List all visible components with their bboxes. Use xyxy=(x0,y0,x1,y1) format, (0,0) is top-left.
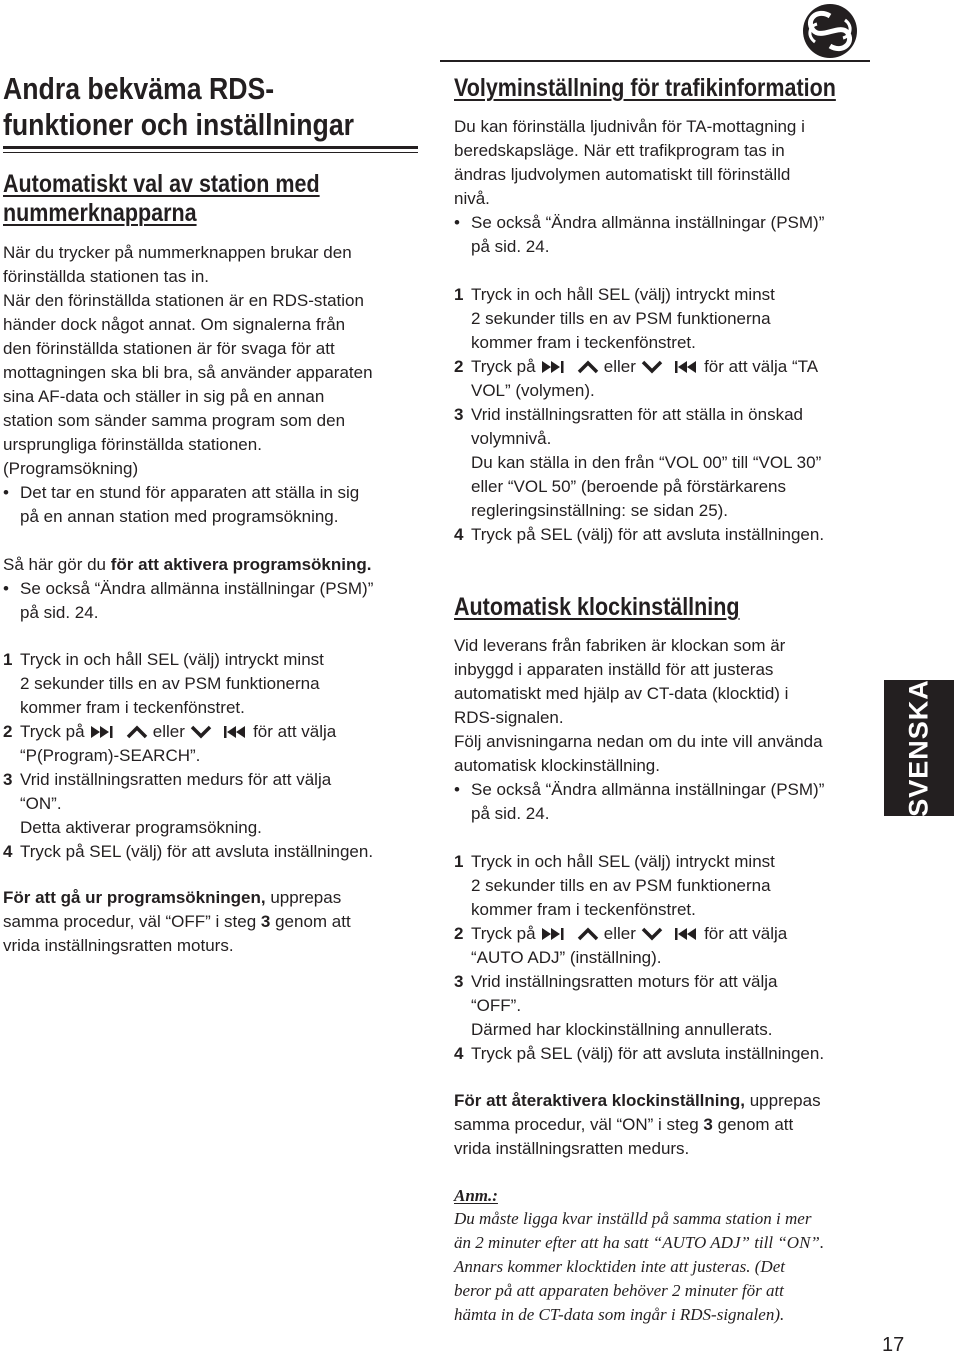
exit-step-number: 3 xyxy=(260,912,271,931)
reactivate-text: samma procedur, väl “ON” i steg xyxy=(454,1115,704,1134)
step-number: 2 xyxy=(454,924,464,943)
bullet-line: Se också “Ändra allmänna inställningar (PSM)” xyxy=(471,780,825,799)
step-1 xyxy=(454,850,824,922)
previous-track-icon xyxy=(667,360,699,374)
activate-line xyxy=(3,553,373,577)
step-line: “P(Program)-SEARCH”. xyxy=(20,746,201,765)
note-line: hämta in de CT-data som ingår i RDS-signalen). xyxy=(454,1305,785,1324)
chevron-down-icon xyxy=(641,360,663,374)
section-heading-clock: Automatisk klockinställning xyxy=(454,593,740,621)
step-line: VOL” (volymen). xyxy=(471,381,595,400)
step-text: Tryck på xyxy=(20,722,85,741)
step-text: Tryck på xyxy=(471,357,536,376)
body-line: Du kan förinställa ljudnivån för TA-mottagning i xyxy=(454,117,805,136)
bullet-dot: • xyxy=(454,213,460,232)
reactivate-block xyxy=(454,1089,821,1161)
previous-track-icon xyxy=(667,927,699,941)
step-number: 4 xyxy=(454,1044,464,1063)
exit-line xyxy=(3,910,351,934)
language-tab-label: SVENSKA xyxy=(903,679,934,817)
body-line: ändras ljudvolymen automatiskt till förinställd xyxy=(454,165,791,184)
step-line: Tryck in och håll SEL (välj) intryckt minst xyxy=(471,285,775,304)
step-line: Därmed har klockinställning annullerats. xyxy=(471,1020,773,1039)
step-number: 4 xyxy=(454,525,464,544)
step-number: 2 xyxy=(454,357,464,376)
note-block xyxy=(454,1185,824,1327)
step-2 xyxy=(3,720,373,768)
step-line xyxy=(20,720,373,744)
body-line: (Programsökning) xyxy=(3,459,139,478)
step-number: 4 xyxy=(3,842,13,861)
bullet-line: på en annan station med programsökning. xyxy=(20,507,339,526)
bullet-item xyxy=(454,778,824,826)
body-line: Följ anvisningarna nedan om du inte vill använda xyxy=(454,732,823,751)
step-line: Tryck på SEL (välj) för att avsluta inställningen. xyxy=(20,842,374,861)
body-line: automatisk klockinställning. xyxy=(454,756,660,775)
body-line: RDS-signalen. xyxy=(454,708,564,727)
note-heading: Anm.: xyxy=(454,1186,498,1205)
bullet-line: på sid. 24. xyxy=(20,603,99,622)
bullet-line: på sid. 24. xyxy=(471,804,550,823)
bullet-dot: • xyxy=(3,579,9,598)
step-text: för att välja xyxy=(253,722,337,741)
step-text: för att välja xyxy=(704,924,788,943)
body-line: station som sänder samma program som den xyxy=(3,411,346,430)
reactivate-line xyxy=(454,1113,821,1137)
section-heading-volume: Volyminställning för trafikinformation xyxy=(454,74,836,102)
page-title xyxy=(3,71,354,143)
step-line: regleringsinställning: se sidan 25). xyxy=(471,501,729,520)
step-2 xyxy=(454,922,824,970)
chevron-up-icon xyxy=(126,725,148,739)
step-3 xyxy=(454,970,824,1042)
reactivate-step-number: 3 xyxy=(703,1115,713,1134)
step-number: 3 xyxy=(454,405,464,424)
step-line: Tryck på SEL (välj) för att avsluta inställningen. xyxy=(471,525,825,544)
step-number: 1 xyxy=(454,852,464,871)
bullet-line: på sid. 24. xyxy=(471,237,550,256)
step-number: 1 xyxy=(454,285,464,304)
step-line: Tryck in och håll SEL (välj) intryckt minst xyxy=(20,650,324,669)
step-line: Tryck in och håll SEL (välj) intryckt minst xyxy=(471,852,775,871)
bullet-line: Det tar en stund för apparaten att ställa in sig xyxy=(20,483,360,502)
bullet-item xyxy=(454,211,824,259)
step-line: 2 sekunder tills en av PSM funktionerna xyxy=(20,674,320,693)
step-line: “ON”. xyxy=(20,794,62,813)
note-line: Du måste ligga kvar inställd på samma station i mer xyxy=(454,1209,812,1228)
step-line: kommer fram i teckenfönstret. xyxy=(20,698,245,717)
exit-line: vrida inställningsratten moturs. xyxy=(3,936,234,955)
body-line: När den förinställda stationen är en RDS-station xyxy=(3,291,364,310)
note-line: Annars kommer klocktiden inte att justeras. (Det xyxy=(454,1257,785,1276)
page-title-line2: funktioner och inställningar xyxy=(3,107,355,142)
language-tab xyxy=(884,680,954,816)
brand-logo-icon xyxy=(795,2,865,60)
reactivate-bold: För att återaktivera klockinställning, xyxy=(454,1091,745,1110)
step-text: eller xyxy=(152,722,185,741)
step-1 xyxy=(3,648,373,720)
exit-text: samma procedur, väl “OFF” i steg xyxy=(3,912,261,931)
activate-pre: Så här gör du xyxy=(3,555,111,574)
activate-block xyxy=(3,553,373,625)
previous-track-icon xyxy=(216,725,248,739)
body-line: förinställda stationen tas in. xyxy=(3,267,210,286)
step-line: kommer fram i teckenfönstret. xyxy=(471,333,696,352)
next-track-icon xyxy=(89,725,121,739)
step-line: 2 sekunder tills en av PSM funktionerna xyxy=(471,309,771,328)
step-text: för att välja “TA xyxy=(704,357,819,376)
step-line: eller “VOL 50” (beroende på förstärkarens xyxy=(471,477,786,496)
section-heading-auto-select xyxy=(3,170,320,228)
step-line: Vrid inställningsratten för att ställa in önskad xyxy=(471,405,803,424)
reactivate-text: genom att xyxy=(712,1115,794,1134)
step-4 xyxy=(454,523,824,547)
chevron-up-icon xyxy=(577,360,599,374)
chevron-down-icon xyxy=(190,725,212,739)
auto-select-body xyxy=(3,241,373,529)
bullet-item xyxy=(3,577,373,625)
step-3 xyxy=(454,403,824,523)
bullet-line: Se också “Ändra allmänna inställningar (PSM)” xyxy=(471,213,825,232)
note-line: beror på att apparaten behöver 2 minuter för att xyxy=(454,1281,784,1300)
step-text: eller xyxy=(603,357,636,376)
exit-text: genom att xyxy=(270,912,351,931)
bullet-item xyxy=(3,481,373,529)
page-title-line1: Andra bekväma RDS- xyxy=(3,71,275,106)
bullet-dot: • xyxy=(454,780,460,799)
reactivate-line xyxy=(454,1089,821,1113)
body-line: När du trycker på nummerknappen brukar den xyxy=(3,243,352,262)
exit-bold: För att gå ur programsökningen, xyxy=(3,888,266,907)
step-3 xyxy=(3,768,373,840)
step-line: volymnivå. xyxy=(471,429,552,448)
bullet-line: Se också “Ändra allmänna inställningar (PSM)” xyxy=(20,579,374,598)
title-rule-thick xyxy=(3,146,418,149)
activate-steps xyxy=(3,648,373,864)
step-line: Vrid inställningsratten medurs för att välja xyxy=(20,770,332,789)
step-line: 2 sekunder tills en av PSM funktionerna xyxy=(471,876,771,895)
clock-steps xyxy=(454,850,824,1066)
volume-body xyxy=(454,115,824,259)
step-number: 2 xyxy=(3,722,13,741)
body-line: sina AF-data och ställer in sig på en annan xyxy=(3,387,325,406)
reactivate-line: vrida inställningsratten medurs. xyxy=(454,1139,690,1158)
step-number: 3 xyxy=(454,972,464,991)
step-1 xyxy=(454,283,824,355)
title-rule-thin xyxy=(3,152,418,153)
step-2 xyxy=(454,355,824,403)
chevron-down-icon xyxy=(641,927,663,941)
body-line: nivå. xyxy=(454,189,490,208)
activate-bold: för att aktivera programsökning. xyxy=(110,555,372,574)
volume-steps xyxy=(454,283,824,547)
step-line: Tryck på SEL (välj) för att avsluta inställningen. xyxy=(471,1044,825,1063)
step-number: 1 xyxy=(3,650,13,669)
body-line: Vid leverans från fabriken är klockan som är xyxy=(454,636,786,655)
body-line: beredskapsläge. När ett trafikprogram tas in xyxy=(454,141,785,160)
step-text: Tryck på xyxy=(471,924,536,943)
step-4 xyxy=(3,840,373,864)
note-line: än 2 minuter efter att ha satt “AUTO ADJ” till “ON”. xyxy=(454,1233,825,1252)
step-line: “AUTO ADJ” (inställning). xyxy=(471,948,662,967)
heading-line: Automatiskt val av station med xyxy=(3,170,320,198)
header-rule xyxy=(440,60,870,62)
exit-line xyxy=(3,886,351,910)
body-line: händer dock något annat. Om signalerna från xyxy=(3,315,346,334)
exit-text: upprepas xyxy=(265,888,342,907)
page-number: 17 xyxy=(882,1334,905,1356)
next-track-icon xyxy=(540,927,572,941)
bullet-dot: • xyxy=(3,483,9,502)
body-line: automatiskt med hjälp av CT-data (klocktid) i xyxy=(454,684,789,703)
step-line: Detta aktiverar programsökning. xyxy=(20,818,262,837)
step-4 xyxy=(454,1042,824,1066)
step-line: Vrid inställningsratten moturs för att välja xyxy=(471,972,778,991)
step-line: “OFF”. xyxy=(471,996,522,1015)
next-track-icon xyxy=(540,360,572,374)
chevron-up-icon xyxy=(577,927,599,941)
step-line: kommer fram i teckenfönstret. xyxy=(471,900,696,919)
body-line: den förinställda stationen är för svaga för att xyxy=(3,339,335,358)
step-number: 3 xyxy=(3,770,13,789)
step-line xyxy=(471,922,824,946)
body-line: ursprungliga förinställda stationen. xyxy=(3,435,262,454)
heading-line: nummerknapparna xyxy=(3,199,197,227)
body-line: mottagningen ska bli bra, så använder apparaten xyxy=(3,363,373,382)
step-line xyxy=(471,355,824,379)
exit-block xyxy=(3,886,351,958)
clock-body xyxy=(454,634,824,826)
reactivate-text: upprepas xyxy=(744,1091,821,1110)
step-text: eller xyxy=(603,924,636,943)
step-line: Du kan ställa in den från “VOL 00” till “VOL 30” xyxy=(471,453,822,472)
body-line: inbyggd i apparaten inställd för att justeras xyxy=(454,660,774,679)
